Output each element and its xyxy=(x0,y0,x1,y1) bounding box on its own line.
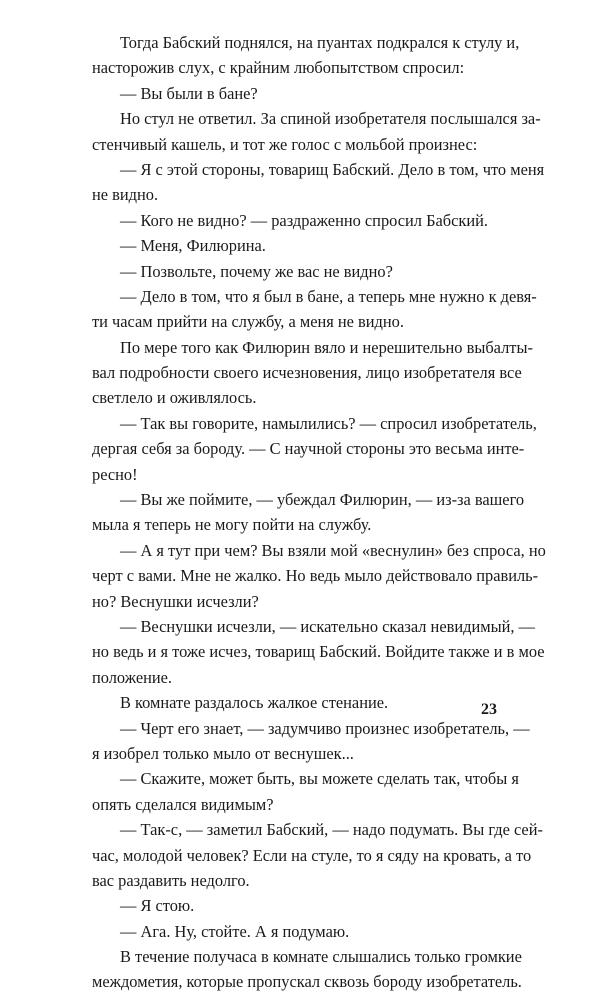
text-line: ти часам прийти на службу, а меня не видно. xyxy=(92,312,404,332)
text-line: положение. xyxy=(92,667,173,687)
text-line: но ведь и я тоже исчез, товарищ Бабский. Войдите также и в мое xyxy=(92,642,545,662)
text-line: — Вы же поймите, — убеждал Филюрин, — из-за вашего xyxy=(120,490,525,510)
text-line: — Вы были в бане? xyxy=(120,83,258,103)
text-line: стенчивый кашель, и тот же голос с мольбой произнес: xyxy=(92,134,478,154)
text-line: не видно. xyxy=(92,185,159,205)
text-line: — Позвольте, почему же вас не видно? xyxy=(120,261,393,281)
body-text xyxy=(92,30,546,995)
text-line: — Я с этой стороны, товарищ Бабский. Дело в том, что меня xyxy=(120,159,545,179)
text-line: В комнате раздалось жалкое стенание. xyxy=(120,693,389,713)
text-line: ресно! xyxy=(92,464,138,484)
text-line: опять сделался видимым? xyxy=(92,794,274,814)
text-line: — Ага. Ну, стойте. А я подумаю. xyxy=(120,921,350,941)
text-line: — Черт его знает, — задумчиво произнес изобретатель, — xyxy=(120,718,530,738)
text-line: В течение получаса в комнате слышались только громкие xyxy=(120,947,522,967)
text-line: Но стул не ответил. За спиной изобретателя послышался за- xyxy=(120,109,541,129)
text-line: я изобрел только мыло от веснушек... xyxy=(92,743,354,763)
text-line: — Так вы говорите, намылились? — спросил изобретатель, xyxy=(120,413,537,433)
text-line: насторожив слух, с крайним любопытством спросил: xyxy=(92,58,465,78)
text-line: По мере того как Филюрин вяло и нерешительно выбалты- xyxy=(120,337,533,357)
text-line: — Так-с, — заметил Бабский, — надо подумать. Вы где сей- xyxy=(120,820,543,840)
text-line: — Я стою. xyxy=(120,896,195,916)
page-number: 23 xyxy=(481,701,497,718)
text-line: мыла я теперь не могу пойти на службу. xyxy=(92,515,372,535)
text-line: — Дело в том, что я был в бане, а теперь мне нужно к девя- xyxy=(120,286,537,306)
text-line: — А я тут при чем? Вы взяли мой «веснулин» без спроса, но xyxy=(120,540,546,560)
text-line: — Веснушки исчезли, — искательно сказал невидимый, — xyxy=(120,616,535,636)
text-line: — Скажите, может быть, вы можете сделать так, чтобы я xyxy=(120,769,519,789)
text-line: дергая себя за бороду. — С научной стороны это весьма инте- xyxy=(92,439,525,459)
text-line: Тогда Бабский поднялся, на пуантах подкрался к стулу и, xyxy=(120,33,520,52)
text-line: черт с вами. Мне не жалко. Но ведь мыло действовало правиль- xyxy=(92,566,539,586)
text-line: междометия, которые пропускал сквозь бороду изобретатель. xyxy=(92,972,522,992)
text-line: час, молодой человек? Если на стуле, то я сяду на кровать, а то xyxy=(92,845,532,865)
text-line: но? Веснушки исчезли? xyxy=(92,591,259,611)
text-line: вас раздавить недолго. xyxy=(92,870,250,890)
text-line: — Меня, Филюрина. xyxy=(120,236,266,256)
text-line: — Кого не видно? — раздраженно спросил Бабский. xyxy=(120,210,488,230)
text-line: светлело и оживлялось. xyxy=(92,388,257,408)
text-line: вал подробности своего исчезновения, лицо изобретателя все xyxy=(92,363,522,383)
